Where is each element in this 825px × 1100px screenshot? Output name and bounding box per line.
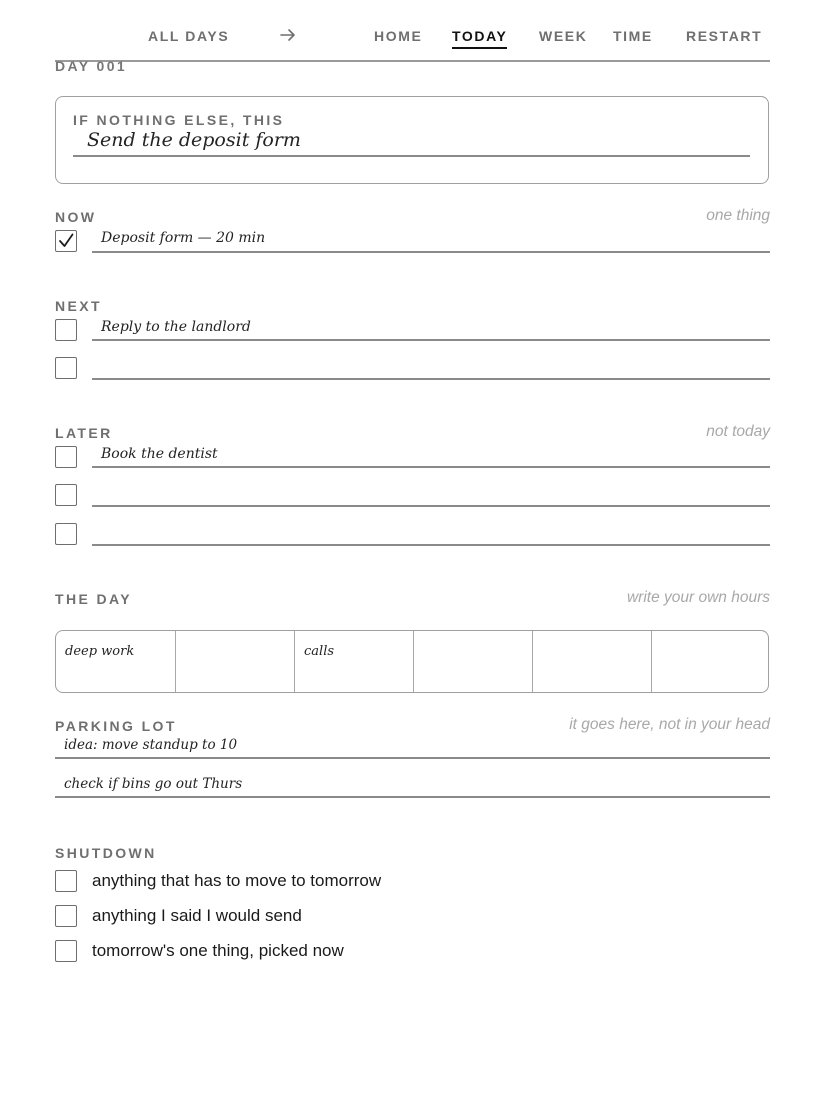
focus-box	[55, 96, 769, 184]
nav-time[interactable]: TIME	[613, 28, 653, 44]
nav-week[interactable]: WEEK	[539, 28, 588, 44]
now-hint: one thing	[706, 207, 770, 224]
nav-today-label: TODAY	[452, 28, 508, 44]
now-label: NOW	[55, 209, 97, 225]
the-day-label: THE DAY	[55, 591, 132, 607]
later-hint: not today	[706, 423, 770, 440]
active-tab-underline	[452, 47, 507, 49]
day-grid	[55, 630, 769, 693]
parking-line-2	[55, 796, 770, 798]
parking-line-1	[55, 757, 770, 759]
focus-underline	[73, 155, 750, 157]
shutdown-checkbox-2[interactable]	[55, 905, 77, 927]
nav-restart[interactable]: RESTART	[686, 28, 763, 44]
checkmark-icon	[56, 231, 76, 251]
nav-today[interactable]	[452, 28, 507, 44]
now-task-1[interactable]: Deposit form — 20 min	[101, 230, 266, 246]
nav-home[interactable]: HOME	[374, 28, 423, 44]
next-line-2	[92, 378, 770, 380]
later-line-2	[92, 505, 770, 507]
shutdown-checkbox-3[interactable]	[55, 940, 77, 962]
the-day-hint: write your own hours	[626, 589, 770, 606]
shutdown-item-2: anything I said I would send	[92, 906, 302, 925]
focus-input[interactable]: Send the deposit form	[87, 129, 301, 151]
nav-all-days[interactable]: ALL DAYS	[148, 28, 230, 44]
day-slot-2[interactable]	[175, 631, 295, 692]
next-checkbox-1[interactable]	[55, 319, 77, 341]
later-checkbox-2[interactable]	[55, 484, 77, 506]
later-checkbox-1[interactable]	[55, 446, 77, 468]
next-checkbox-2[interactable]	[55, 357, 77, 379]
day-slot-4[interactable]	[413, 631, 533, 692]
later-checkbox-3[interactable]	[55, 523, 77, 545]
focus-label: IF NOTHING ELSE, THIS	[73, 112, 285, 128]
day-slot-3[interactable]	[294, 631, 414, 692]
day-slot-3-text: calls	[304, 644, 335, 659]
arrow-right-icon	[279, 26, 297, 44]
day-label: DAY 001	[55, 58, 128, 74]
day-slot-6[interactable]	[651, 631, 769, 692]
header-divider	[55, 60, 770, 62]
parking-item-2[interactable]: check if bins go out Thurs	[64, 776, 243, 792]
later-line-3	[92, 544, 770, 546]
day-slot-1[interactable]	[56, 631, 175, 692]
day-slot-5[interactable]	[532, 631, 652, 692]
shutdown-item-3: tomorrow's one thing, picked now	[92, 941, 344, 960]
later-line-1	[92, 466, 770, 468]
parking-item-1[interactable]: idea: move standup to 10	[64, 737, 238, 753]
shutdown-checkbox-1[interactable]	[55, 870, 77, 892]
next-task-1[interactable]: Reply to the landlord	[101, 319, 251, 335]
day-slot-1-text: deep work	[65, 644, 135, 659]
parking-lot-label: PARKING LOT	[55, 718, 177, 734]
shutdown-item-1: anything that has to move to tomorrow	[92, 871, 382, 890]
parking-lot-hint: it goes here, not in your head	[569, 716, 770, 733]
now-checkbox-1[interactable]	[55, 230, 77, 252]
later-task-1[interactable]: Book the dentist	[101, 446, 218, 462]
next-line-1	[92, 339, 770, 341]
shutdown-label: SHUTDOWN	[55, 845, 157, 861]
next-label: NEXT	[55, 298, 102, 314]
later-label: LATER	[55, 425, 113, 441]
now-line-1	[92, 251, 770, 253]
